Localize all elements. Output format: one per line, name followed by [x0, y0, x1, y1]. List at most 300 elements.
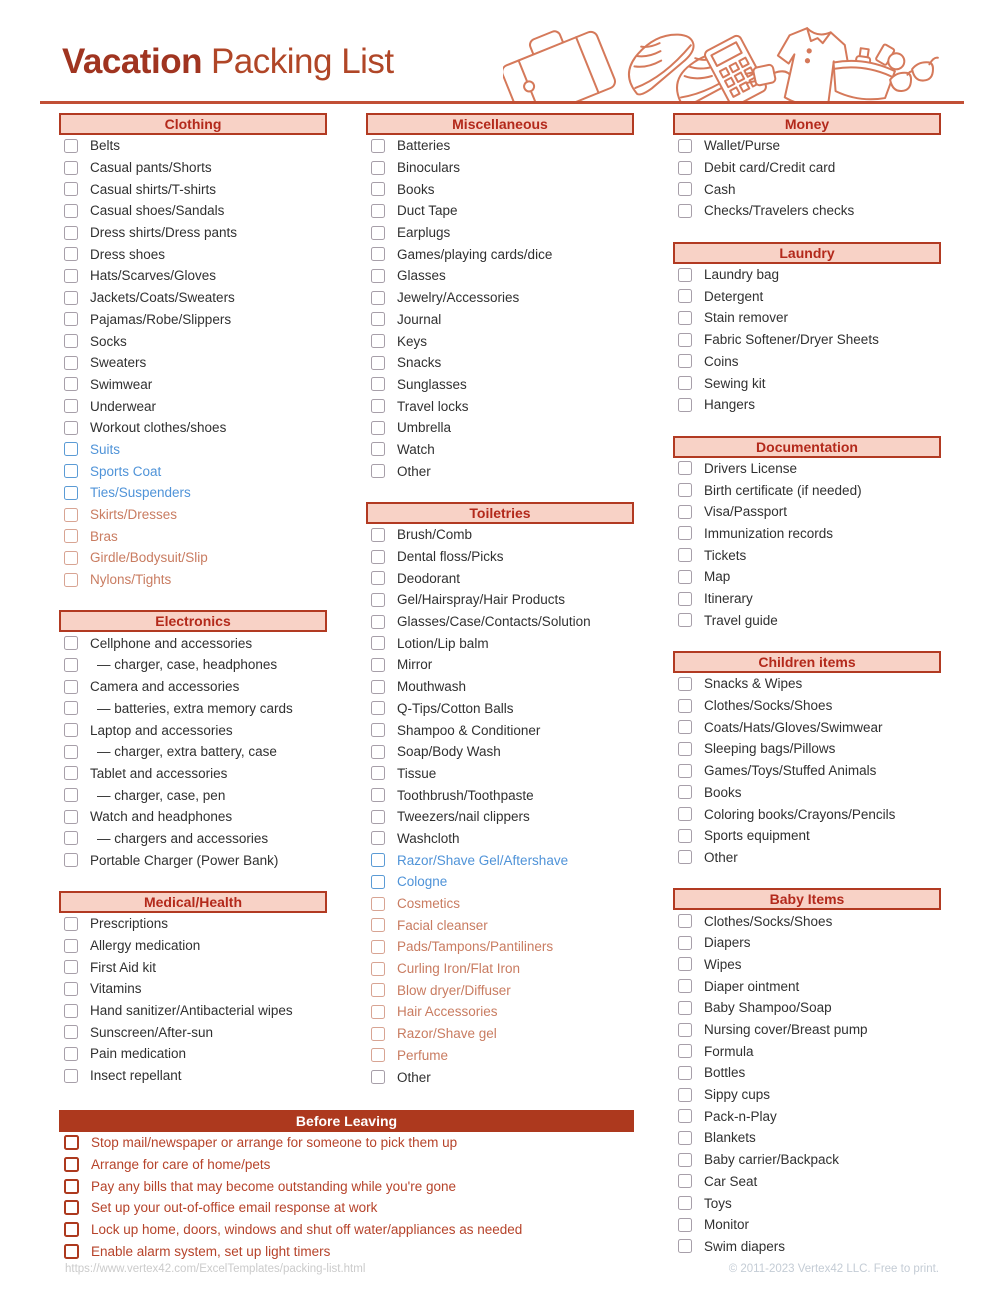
list-item: [366, 265, 634, 287]
checkbox-stop-mail-newspaper-or-arrange-for-someone-to-pick-them-up[interactable]: [64, 1135, 79, 1150]
item-label: Clothes/Socks/Shoes: [704, 913, 833, 929]
item-label: Casual pants/Shorts: [90, 160, 212, 176]
list-item: [59, 849, 327, 871]
checkbox-cellphone-and-accessories[interactable]: [64, 636, 78, 650]
item-label: Brush/Comb: [397, 527, 473, 543]
item-label: Duct Tape: [397, 203, 458, 219]
checkbox-other[interactable]: [371, 1070, 385, 1084]
checkbox-blankets[interactable]: [678, 1131, 692, 1145]
item-label: Lock up home, doors, windows and shut off water/appliances as needed: [91, 1222, 523, 1238]
item-label: Travel guide: [704, 612, 778, 628]
checkbox-pay-any-bills-that-may-become-outstanding-while-you-re-gone[interactable]: [64, 1179, 79, 1194]
checkbox-monitor[interactable]: [678, 1218, 692, 1232]
checkbox-set-up-your-out-of-office-email-response-at-work[interactable]: [64, 1200, 79, 1215]
list-item: [366, 546, 634, 568]
item-label: Tissue: [397, 765, 437, 781]
column-1: [59, 113, 327, 1277]
checkbox-laptop-and-accessories[interactable]: [64, 723, 78, 737]
item-label: Sunscreen/After-sun: [90, 1024, 214, 1040]
checkbox-skirts-dresses[interactable]: [64, 508, 78, 522]
checkbox-laundry-bag[interactable]: [678, 268, 692, 282]
section-header-clothing: Clothing: [59, 113, 327, 135]
list-item: [59, 1154, 634, 1176]
checkbox-hand-sanitizer-antibacterial-wipes[interactable]: [64, 1004, 78, 1018]
checkbox-insect-repellant[interactable]: [64, 1069, 78, 1083]
checkbox-games-playing-cards-dice[interactable]: [371, 247, 385, 261]
list-item: [59, 784, 327, 806]
checkbox-razor-shave-gel-aftershave[interactable]: [371, 853, 385, 867]
checkbox-visa-passport[interactable]: [678, 505, 692, 519]
checkbox-glasses-case-contacts-solution[interactable]: [371, 615, 385, 629]
checkbox-travel-locks[interactable]: [371, 399, 385, 413]
checkbox-tickets[interactable]: [678, 548, 692, 562]
list-item: [59, 265, 327, 287]
checkbox-facial-cleanser[interactable]: [371, 918, 385, 932]
checkbox-wallet-purse[interactable]: [678, 139, 692, 153]
checkbox-q-tips-cotton-balls[interactable]: [371, 701, 385, 715]
item-label: Portable Charger (Power Bank): [90, 852, 279, 868]
item-label: — chargers and accessories: [97, 830, 269, 846]
list-item: [59, 439, 327, 461]
checkbox-hats-scarves-gloves[interactable]: [64, 269, 78, 283]
item-label: Diaper ointment: [704, 978, 800, 994]
checkbox-clothes-socks-shoes[interactable]: [678, 699, 692, 713]
checkbox-baby-shampoo-soap[interactable]: [678, 1001, 692, 1015]
list-item: [673, 178, 941, 200]
checkbox-soap-body-wash[interactable]: [371, 745, 385, 759]
section-electronics: [59, 610, 327, 871]
list-item: [366, 1045, 634, 1067]
list-item: [59, 482, 327, 504]
checkbox-baby-carrier-backpack[interactable]: [678, 1153, 692, 1167]
list-item: [673, 394, 941, 416]
item-label: — batteries, extra memory cards: [97, 700, 293, 716]
checkbox-suits[interactable]: [64, 442, 78, 456]
checkbox-checks-travelers-checks[interactable]: [678, 204, 692, 218]
list-item: [366, 698, 634, 720]
list-item: [366, 309, 634, 331]
checkbox-formula[interactable]: [678, 1044, 692, 1058]
item-label: Visa/Passport: [704, 504, 788, 520]
list-item: [59, 1240, 634, 1262]
item-label: Tweezers/nail clippers: [397, 809, 530, 825]
checkbox-bras[interactable]: [64, 529, 78, 543]
checkbox-immunization-records[interactable]: [678, 526, 692, 540]
list-item: [59, 1021, 327, 1043]
checkbox-nursing-cover-breast-pump[interactable]: [678, 1023, 692, 1037]
list-item: [673, 1019, 941, 1041]
checkbox-binoculars[interactable]: [371, 161, 385, 175]
item-label: Shampoo & Conditioner: [397, 722, 541, 738]
item-label: Gel/Hairspray/Hair Products: [397, 592, 566, 608]
item-label: Enable alarm system, set up light timers: [91, 1243, 331, 1259]
section-header-documentation: Documentation: [673, 436, 941, 458]
section-money: [673, 113, 941, 222]
item-label: Glasses/Case/Contacts/Solution: [397, 614, 591, 630]
list-item: [673, 1149, 941, 1171]
checkbox-birth-certificate-if-needed[interactable]: [678, 483, 692, 497]
item-label: Diapers: [704, 935, 751, 951]
list-item: [673, 997, 941, 1019]
list-item: [366, 395, 634, 417]
list-item: [673, 264, 941, 286]
section-header-medical-health: Medical/Health: [59, 891, 327, 913]
checkbox-pain-medication[interactable]: [64, 1047, 78, 1061]
checkbox-games-toys-stuffed-animals[interactable]: [678, 764, 692, 778]
checkbox-enable-alarm-system-set-up-light-timers[interactable]: [64, 1244, 79, 1259]
checkbox-first-aid-kit[interactable]: [64, 960, 78, 974]
suitcase-icon: [503, 17, 617, 102]
item-label: Pay any bills that may become outstanding while you're gone: [91, 1178, 457, 1194]
checkbox-detergent[interactable]: [678, 289, 692, 303]
checkbox-duct-tape[interactable]: [371, 204, 385, 218]
list-item: [673, 329, 941, 351]
checkbox-stain-remover[interactable]: [678, 311, 692, 325]
before-leaving-section: [59, 1110, 634, 1282]
list-item: [59, 243, 327, 265]
list-item: [366, 1066, 634, 1088]
checkbox-keys[interactable]: [371, 334, 385, 348]
list-item: [366, 936, 634, 958]
list-item: [673, 609, 941, 631]
list-item: [673, 479, 941, 501]
list-item: [673, 847, 941, 869]
item-label: Razor/Shave gel: [397, 1026, 497, 1042]
checkbox-charger-extra-battery-case[interactable]: [64, 745, 78, 759]
checkbox-tissue[interactable]: [371, 766, 385, 780]
item-label: Laptop and accessories: [90, 722, 233, 738]
list-item: [366, 460, 634, 482]
item-label: Deodorant: [397, 570, 461, 586]
item-label: Curling Iron/Flat Iron: [397, 961, 521, 977]
checkbox-sports-coat[interactable]: [64, 464, 78, 478]
checkbox-journal[interactable]: [371, 312, 385, 326]
item-label: Blankets: [704, 1130, 756, 1146]
item-label: Baby carrier/Backpack: [704, 1152, 840, 1168]
item-label: Binoculars: [397, 160, 461, 176]
checkbox-deodorant[interactable]: [371, 571, 385, 585]
checkbox-sippy-cups[interactable]: [678, 1088, 692, 1102]
item-label: Other: [397, 1069, 431, 1085]
list-item: [673, 954, 941, 976]
list-item: [59, 157, 327, 179]
list-item: [366, 828, 634, 850]
list-item: [59, 287, 327, 309]
checkbox-sunscreen-after-sun[interactable]: [64, 1025, 78, 1039]
section-children-items: [673, 651, 941, 868]
checkbox-gel-hairspray-hair-products[interactable]: [371, 593, 385, 607]
list-item: [59, 828, 327, 850]
item-label: Dress shirts/Dress pants: [90, 225, 238, 241]
list-item: [673, 695, 941, 717]
item-label: Hand sanitizer/Antibacterial wipes: [90, 1003, 293, 1019]
checkbox-cologne[interactable]: [371, 875, 385, 889]
checkbox-debit-card-credit-card[interactable]: [678, 161, 692, 175]
list-item: [673, 566, 941, 588]
checkbox-prescriptions[interactable]: [64, 917, 78, 931]
checkbox-fabric-softener-dryer-sheets[interactable]: [678, 333, 692, 347]
list-item: [673, 1214, 941, 1236]
checkbox-jackets-coats-sweaters[interactable]: [64, 291, 78, 305]
checkbox-earplugs[interactable]: [371, 226, 385, 240]
item-label: Soap/Body Wash: [397, 744, 501, 760]
list-item: [673, 803, 941, 825]
checkbox-sleeping-bags-pillows[interactable]: [678, 742, 692, 756]
list-item: [59, 417, 327, 439]
item-label: Hair Accessories: [397, 1004, 498, 1020]
checkbox-travel-guide[interactable]: [678, 613, 692, 627]
item-label: Other: [704, 849, 738, 865]
list-item: [366, 439, 634, 461]
checkbox-blow-dryer-diffuser[interactable]: [371, 983, 385, 997]
list-item: [366, 958, 634, 980]
checkbox-other[interactable]: [371, 464, 385, 478]
item-label: Coins: [704, 353, 739, 369]
checkbox-dental-floss-picks[interactable]: [371, 550, 385, 564]
checkbox-car-seat[interactable]: [678, 1174, 692, 1188]
checkbox-tweezers-nail-clippers[interactable]: [371, 810, 385, 824]
list-item: [673, 825, 941, 847]
section-laundry: [673, 242, 941, 416]
checkbox-curling-iron-flat-iron[interactable]: [371, 962, 385, 976]
item-label: Socks: [90, 333, 127, 349]
checkbox-girdle-bodysuit-slip[interactable]: [64, 551, 78, 565]
checkbox-map[interactable]: [678, 570, 692, 584]
list-item: [366, 589, 634, 611]
item-label: Mouthwash: [397, 679, 467, 695]
checkbox-sweaters[interactable]: [64, 356, 78, 370]
list-item: [59, 569, 327, 591]
list-item: [366, 611, 634, 633]
item-label: Allergy medication: [90, 938, 201, 954]
item-label: Ties/Suspenders: [90, 485, 191, 501]
list-item: [366, 178, 634, 200]
item-label: Games/playing cards/dice: [397, 246, 553, 262]
checkbox-tablet-and-accessories[interactable]: [64, 766, 78, 780]
item-label: Watch: [397, 441, 435, 457]
item-label: Sunglasses: [397, 376, 467, 392]
checkbox-cash[interactable]: [678, 182, 692, 196]
section-baby-items: [673, 888, 941, 1257]
checkbox-mirror[interactable]: [371, 658, 385, 672]
checkbox-dress-shirts-dress-pants[interactable]: [64, 226, 78, 240]
item-label: Earplugs: [397, 225, 451, 241]
checkbox-watch-and-headphones[interactable]: [64, 810, 78, 824]
checkbox-ties-suspenders[interactable]: [64, 486, 78, 500]
section-header-miscellaneous: Miscellaneous: [366, 113, 634, 135]
list-item: [59, 1065, 327, 1087]
item-label: Pajamas/Robe/Slippers: [90, 311, 232, 327]
checkbox-camera-and-accessories[interactable]: [64, 680, 78, 694]
list-item: [59, 741, 327, 763]
list-item: [673, 501, 941, 523]
list-item: [673, 1062, 941, 1084]
item-label: Toys: [704, 1195, 732, 1211]
checkbox-arrange-for-care-of-home-pets[interactable]: [64, 1157, 79, 1172]
list-item: [673, 351, 941, 373]
checkbox-lock-up-home-doors-windows-and-shut-off-water-appliances-as-needed[interactable]: [64, 1222, 79, 1237]
checkbox-pajamas-robe-slippers[interactable]: [64, 312, 78, 326]
checkbox-batteries-extra-memory-cards[interactable]: [64, 701, 78, 715]
item-label: Pads/Tampons/Pantiliners: [397, 939, 554, 955]
item-label: Umbrella: [397, 420, 452, 436]
list-item: [59, 547, 327, 569]
item-label: Cash: [704, 181, 736, 197]
checkbox-casual-shirts-t-shirts[interactable]: [64, 182, 78, 196]
item-label: Lotion/Lip balm: [397, 635, 489, 651]
item-label: Nursing cover/Breast pump: [704, 1022, 868, 1038]
list-item: [673, 523, 941, 545]
item-label: Glasses: [397, 268, 446, 284]
item-label: Stain remover: [704, 310, 789, 326]
checkbox-sewing-kit[interactable]: [678, 376, 692, 390]
checkbox-lotion-lip-balm[interactable]: [371, 636, 385, 650]
checkbox-charger-case-headphones[interactable]: [64, 658, 78, 672]
checkbox-socks[interactable]: [64, 334, 78, 348]
list-item: [366, 200, 634, 222]
checkbox-underwear[interactable]: [64, 399, 78, 413]
checkbox-chargers-and-accessories[interactable]: [64, 831, 78, 845]
checkbox-shampoo-conditioner[interactable]: [371, 723, 385, 737]
item-label: Snacks & Wipes: [704, 676, 803, 692]
item-label: Tablet and accessories: [90, 765, 228, 781]
item-label: Stop mail/newspaper or arrange for someone to pick them up: [91, 1135, 458, 1151]
item-label: Checks/Travelers checks: [704, 203, 855, 219]
checkbox-razor-shave-gel[interactable]: [371, 1027, 385, 1041]
section-documentation: [673, 436, 941, 632]
checkbox-hangers[interactable]: [678, 398, 692, 412]
checkbox-snacks-wipes[interactable]: [678, 677, 692, 691]
checkbox-dress-shoes[interactable]: [64, 247, 78, 261]
item-label: Hats/Scarves/Gloves: [90, 268, 217, 284]
checkbox-brush-comb[interactable]: [371, 528, 385, 542]
checkbox-watch[interactable]: [371, 442, 385, 456]
checkbox-books[interactable]: [371, 182, 385, 196]
section-header-children-items: Children items: [673, 651, 941, 673]
checkbox-vitamins[interactable]: [64, 982, 78, 996]
list-item: [366, 979, 634, 1001]
checkbox-itinerary[interactable]: [678, 592, 692, 606]
checkbox-diapers[interactable]: [678, 936, 692, 950]
checkbox-snacks[interactable]: [371, 356, 385, 370]
checkbox-washcloth[interactable]: [371, 831, 385, 845]
footer-url: https://www.vertex42.com/ExcelTemplates/packing-list.html: [65, 1263, 366, 1275]
list-item: [59, 763, 327, 785]
item-label: Jackets/Coats/Sweaters: [90, 290, 235, 306]
item-label: Casual shirts/T-shirts: [90, 181, 217, 197]
checkbox-coats-hats-gloves-swimwear[interactable]: [678, 720, 692, 734]
list-item: [59, 222, 327, 244]
checkbox-toothbrush-toothpaste[interactable]: [371, 788, 385, 802]
list-item: [366, 741, 634, 763]
item-label: Cosmetics: [397, 896, 461, 912]
checkbox-workout-clothes-shoes[interactable]: [64, 421, 78, 435]
checkbox-casual-pants-shorts[interactable]: [64, 161, 78, 175]
item-label: Hangers: [704, 397, 756, 413]
checkbox-toys[interactable]: [678, 1196, 692, 1210]
item-label: Bottles: [704, 1065, 746, 1081]
checkbox-nylons-tights[interactable]: [64, 573, 78, 587]
checkbox-allergy-medication[interactable]: [64, 939, 78, 953]
list-item: [366, 914, 634, 936]
list-item: [59, 200, 327, 222]
checkbox-casual-shoes-sandals[interactable]: [64, 204, 78, 218]
item-label: Laundry bag: [704, 267, 780, 283]
checkbox-portable-charger-power-bank[interactable]: [64, 853, 78, 867]
checkbox-coloring-books-crayons-pencils[interactable]: [678, 807, 692, 821]
checkbox-swim-diapers[interactable]: [678, 1239, 692, 1253]
section-toiletries: [366, 502, 634, 1088]
checkbox-books[interactable]: [678, 785, 692, 799]
checkbox-glasses[interactable]: [371, 269, 385, 283]
list-item: [673, 157, 941, 179]
checkbox-umbrella[interactable]: [371, 421, 385, 435]
list-item: [366, 654, 634, 676]
list-item: [673, 1236, 941, 1258]
checkbox-belts[interactable]: [64, 139, 78, 153]
checkbox-sunglasses[interactable]: [371, 377, 385, 391]
list-item: [59, 913, 327, 935]
checkbox-hair-accessories[interactable]: [371, 1005, 385, 1019]
checkbox-clothes-socks-shoes[interactable]: [678, 914, 692, 928]
item-label: Wallet/Purse: [704, 138, 781, 154]
checkbox-coins[interactable]: [678, 354, 692, 368]
checkbox-swimwear[interactable]: [64, 377, 78, 391]
list-item: [366, 676, 634, 698]
item-label: Washcloth: [397, 830, 460, 846]
checkbox-bottles[interactable]: [678, 1066, 692, 1080]
list-item: [59, 654, 327, 676]
list-item: [673, 135, 941, 157]
item-label: Map: [704, 569, 731, 585]
title-word-vacation: Vacation: [62, 42, 202, 81]
list-item: [366, 352, 634, 374]
list-item: [59, 698, 327, 720]
list-item: [366, 784, 634, 806]
item-label: Perfume: [397, 1047, 449, 1063]
item-label: Watch and headphones: [90, 809, 233, 825]
item-label: Books: [397, 181, 435, 197]
list-item: [59, 460, 327, 482]
checkbox-other[interactable]: [678, 850, 692, 864]
item-label: Immunization records: [704, 525, 834, 541]
list-item: [366, 374, 634, 396]
checkbox-charger-case-pen[interactable]: [64, 788, 78, 802]
item-label: Cellphone and accessories: [90, 635, 253, 651]
travel-items-illustration: [503, 8, 943, 102]
checkbox-perfume[interactable]: [371, 1048, 385, 1062]
item-label: Debit card/Credit card: [704, 160, 836, 176]
list-item: [366, 871, 634, 893]
item-label: Skirts/Dresses: [90, 507, 178, 523]
checkbox-jewelry-accessories[interactable]: [371, 291, 385, 305]
item-label: Toothbrush/Toothpaste: [397, 787, 534, 803]
list-item: [673, 285, 941, 307]
checkbox-pads-tampons-pantiliners[interactable]: [371, 940, 385, 954]
list-item: [366, 524, 634, 546]
checkbox-batteries[interactable]: [371, 139, 385, 153]
checkbox-diaper-ointment[interactable]: [678, 979, 692, 993]
checkbox-pack-n-play[interactable]: [678, 1109, 692, 1123]
checkbox-sports-equipment[interactable]: [678, 829, 692, 843]
list-item: [673, 782, 941, 804]
item-label: Casual shoes/Sandals: [90, 203, 225, 219]
checkbox-wipes[interactable]: [678, 957, 692, 971]
item-label: Coloring books/Crayons/Pencils: [704, 806, 896, 822]
checkbox-mouthwash[interactable]: [371, 680, 385, 694]
checkbox-drivers-license[interactable]: [678, 461, 692, 475]
checkbox-cosmetics[interactable]: [371, 897, 385, 911]
